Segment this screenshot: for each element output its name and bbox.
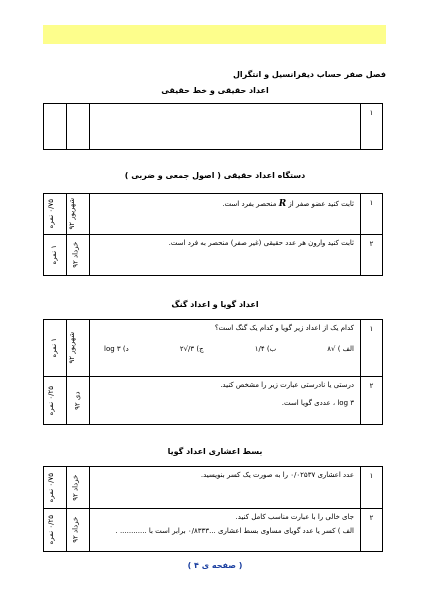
question-date: خرداد ۹۲	[67, 509, 90, 552]
question-text: جای خالی را با عبارت مناسب کامل کنید. الف ) کسر یا عدد گویای مساوی بسط اعشاری ...۰/۸۳۳۳ برابر است با ............ .	[90, 509, 361, 552]
question-date: شهریور ۹۲	[67, 320, 90, 377]
question-number: ۲	[361, 509, 383, 552]
section-title-real-number-system: دستگاه اعداد حقیقی ( اصول جمعی و ضربی )	[124, 171, 306, 180]
question-table	[43, 193, 383, 276]
question-number: ۱	[361, 320, 383, 377]
question-table	[43, 103, 383, 150]
question-number: ۲	[361, 377, 383, 425]
option-a: الف ) √۸	[327, 345, 354, 354]
question-row	[44, 320, 383, 377]
question-row	[44, 509, 383, 552]
question-score: ۰/۲۵ نمره	[44, 377, 67, 425]
question-row	[44, 467, 383, 509]
question-number: ۱	[361, 467, 383, 509]
question-date: دی ۹۲	[67, 377, 90, 425]
question-score	[44, 104, 67, 150]
question-number: ۲	[361, 235, 383, 276]
question-row	[44, 235, 383, 276]
question-table	[43, 319, 383, 425]
question-text: ثابت کنید وارون هر عدد حقیقی (غیر صفر) منحصر به فرد است.	[90, 235, 361, 276]
question-date	[67, 104, 90, 150]
question-score: ۱ نمره	[44, 320, 67, 377]
question-date: شهریور ۹۲	[67, 194, 90, 235]
question-text: عدد اعشاری ۰/۰۲۵۳۷ را به صورت یک کسر بنویسید.	[90, 467, 361, 509]
question-row	[44, 194, 383, 235]
section-title-decimal-expansion: بسط اعشاری اعداد گویا	[167, 447, 263, 456]
answer-options	[96, 345, 354, 354]
header-banner	[43, 25, 386, 44]
question-number: ۱	[361, 194, 383, 235]
question-score: ۰/۷۵ نمره	[44, 467, 67, 509]
question-score: ۱ نمره	[44, 235, 67, 276]
question-score: ۰/۲۵ نمره	[44, 509, 67, 552]
question-text	[90, 104, 361, 150]
question-text: کدام یک از اعداد زیر گویا و کدام یک گنگ است؟ الف ) √۸ ب) ۱/۴ ج) ۳/√۲ د) log ۳	[90, 320, 361, 377]
section-title-real-numbers: اعداد حقیقی و خط حقیقی	[161, 86, 269, 95]
question-row	[44, 104, 383, 150]
question-text: ثابت کنید عضو صفر از R منحصر بفرد است.	[90, 194, 361, 235]
option-d: د) log ۳	[104, 345, 129, 354]
question-score: ۰/۷۵ نمره	[44, 194, 67, 235]
option-b: ب) ۱/۴	[254, 345, 277, 354]
page-number: ( صفحه ی ۴ )	[187, 561, 243, 570]
question-text: درستی یا نادرستی عبارت زیر را مشخص کنید. log ۳ ، عددی گویا است.	[90, 377, 361, 425]
chapter-title: فصل صفر حساب دیفرانسیل و انتگرال	[232, 70, 386, 79]
question-date: خرداد ۹۲	[67, 235, 90, 276]
section-title-rational-irrational: اعداد گویا و اعداد گنگ	[171, 300, 259, 309]
question-number: ۱	[361, 104, 383, 150]
question-table	[43, 466, 383, 552]
question-date: خرداد ۹۲	[67, 467, 90, 509]
question-row	[44, 377, 383, 425]
real-numbers-symbol: R	[278, 199, 287, 209]
option-c: ج) ۳/√۲	[179, 345, 204, 354]
